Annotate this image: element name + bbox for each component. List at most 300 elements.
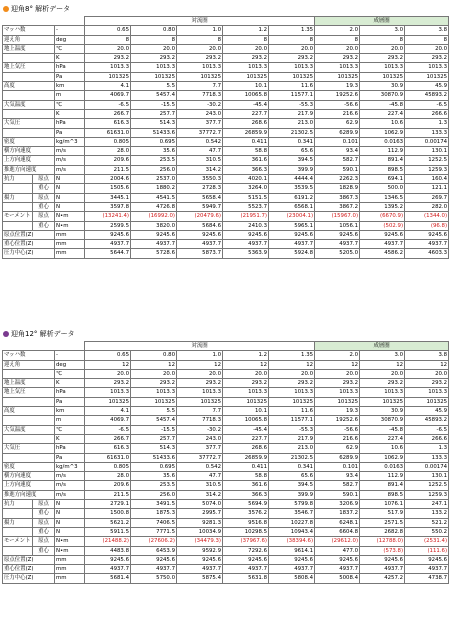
table-cell: 266.6 [405, 109, 449, 118]
table-cell: 5.5 [131, 82, 177, 91]
table-row [3, 91, 449, 100]
table-cell: 28.0 [85, 472, 131, 481]
table-cell: 1013.3 [223, 63, 269, 72]
group-header-convection: 対流圏 [85, 17, 315, 26]
table-cell: 45.9 [405, 407, 449, 416]
table-cell: 20.0 [177, 369, 223, 378]
row-label [3, 397, 55, 406]
table-cell: 266.7 [85, 434, 131, 443]
table-cell: 5363.9 [223, 249, 269, 258]
table-cell: 0.411 [223, 137, 269, 146]
table-cell: 4483.8 [85, 546, 131, 555]
table-cell: 2682.8 [360, 527, 405, 536]
row-sublabel: 重心 [33, 546, 55, 555]
row-sublabel: 原点 [33, 500, 55, 509]
table-cell: 4937.7 [131, 240, 177, 249]
row-label: 推進方向速度 [3, 490, 55, 499]
row-sublabel: 原点 [33, 212, 55, 221]
table-cell: 213.0 [269, 444, 315, 453]
row-unit: hPa [55, 388, 85, 397]
row-label: 揚力 [3, 193, 33, 202]
table-cell: 6289.9 [315, 453, 360, 462]
table-cell: 616.3 [85, 444, 131, 453]
table-cell: 517.9 [360, 509, 405, 518]
row-unit: km [55, 407, 85, 416]
table-row [3, 481, 449, 490]
table-cell: 62.9 [315, 119, 360, 128]
table-cell: 4937.7 [85, 240, 131, 249]
row-label [3, 369, 55, 378]
table-cell: 19.3 [315, 82, 360, 91]
table-cell: 7.7 [177, 407, 223, 416]
table-cell: 19252.6 [315, 416, 360, 425]
row-unit: m/s [55, 481, 85, 490]
table-cell: 101325 [405, 397, 449, 406]
table-cell: 0.0163 [360, 462, 405, 471]
table-cell: 20.0 [315, 44, 360, 53]
table-cell: 47.7 [177, 147, 223, 156]
row-label: 大気温度 [3, 100, 55, 109]
section-aoa-8 [0, 2, 450, 259]
table-cell: 9245.6 [269, 555, 315, 564]
section-title-text: 迎角8° 解析データ [11, 5, 71, 13]
table-cell: 3264.0 [223, 184, 269, 193]
table-cell: 101325 [177, 397, 223, 406]
table-cell: 2537.0 [131, 175, 177, 184]
table-cell: 268.6 [223, 444, 269, 453]
table-cell: 9245.6 [405, 230, 449, 239]
table-cell: 293.2 [360, 54, 405, 63]
table-cell: 101325 [269, 397, 315, 406]
table-cell: 2729.1 [85, 500, 131, 509]
table-cell: 3491.5 [131, 500, 177, 509]
table-cell: 101325 [131, 397, 177, 406]
table-cell: 2262.3 [315, 175, 360, 184]
row-label: 高度 [3, 82, 55, 91]
table-cell: 4937.7 [223, 240, 269, 249]
table-cell: 8 [405, 35, 449, 44]
table-cell: 7718.3 [177, 91, 223, 100]
table-cell: 5205.0 [315, 249, 360, 258]
table-cell: 20.0 [131, 44, 177, 53]
table-cell: 3539.5 [269, 184, 315, 193]
table-cell: 101325 [223, 397, 269, 406]
table-cell: 1500.8 [85, 509, 131, 518]
table-row [3, 221, 449, 230]
table-cell: 1013.3 [177, 388, 223, 397]
table-cell: 1013.3 [405, 388, 449, 397]
table-row [3, 119, 449, 128]
table-cell: 253.5 [131, 481, 177, 490]
table-cell: 30.9 [360, 82, 405, 91]
table-cell: 1395.2 [360, 202, 405, 211]
table-row [3, 193, 449, 202]
table-cell: 2599.5 [85, 221, 131, 230]
table-cell: 394.5 [269, 481, 315, 490]
table-cell: 21302.5 [269, 453, 315, 462]
table-cell: (21951.7) [223, 212, 269, 221]
table-row [3, 165, 449, 174]
row-label: 揚力 [3, 518, 33, 527]
table-cell: 61631.0 [85, 128, 131, 137]
table-cell: (37967.6) [223, 537, 269, 546]
row-unit: m/s [55, 156, 85, 165]
table-cell: 366.3 [223, 165, 269, 174]
table-cell: 30870.9 [360, 91, 405, 100]
table-cell: 0.341 [269, 137, 315, 146]
table-cell: 898.5 [360, 490, 405, 499]
table-row [3, 407, 449, 416]
table-cell: (111.6) [405, 546, 449, 555]
row-label: 抗力 [3, 175, 33, 184]
table-cell: 1.3 [405, 119, 449, 128]
row-unit: Pa [55, 72, 85, 81]
table-cell: 9245.6 [131, 230, 177, 239]
table-cell: 1.35 [269, 26, 315, 35]
table-cell: 3.8 [405, 351, 449, 360]
row-label: 横方向速度 [3, 472, 55, 481]
table-cell: 93.4 [315, 472, 360, 481]
table-row [3, 63, 449, 72]
bullet-icon [3, 331, 9, 337]
table-cell: 101325 [223, 72, 269, 81]
row-sublabel: 重心 [33, 509, 55, 518]
table-cell: 1056.1 [315, 221, 360, 230]
row-unit: hPa [55, 119, 85, 128]
row-unit: kg/m^3 [55, 137, 85, 146]
table-cell: 51433.6 [131, 128, 177, 137]
table-cell: (1344.0) [405, 212, 449, 221]
table-cell: 314.2 [177, 165, 223, 174]
table-cell: 8 [315, 35, 360, 44]
row-label [3, 184, 33, 193]
row-sublabel: 重心 [33, 202, 55, 211]
row-label: 地上温度 [3, 379, 55, 388]
row-label: 大気温度 [3, 425, 55, 434]
table-row [3, 416, 449, 425]
analysis-table [2, 16, 449, 259]
table-cell: 1013.3 [360, 388, 405, 397]
table-cell: 361.6 [223, 481, 269, 490]
table-cell: 3576.2 [223, 509, 269, 518]
table-cell: 4603.3 [405, 249, 449, 258]
table-cell: 5728.6 [131, 249, 177, 258]
table-cell: 898.5 [360, 165, 405, 174]
table-cell: 293.2 [177, 54, 223, 63]
table-cell: 5875.4 [177, 574, 223, 583]
table-cell: 5965.1 [269, 221, 315, 230]
table-cell: 20.0 [85, 369, 131, 378]
table-cell: 2.0 [315, 351, 360, 360]
table-cell: 12 [223, 360, 269, 369]
row-unit: mm [55, 230, 85, 239]
row-label: 圧力中心(Z) [3, 574, 55, 583]
table-row [3, 397, 449, 406]
table-cell: 0.00174 [405, 462, 449, 471]
table-cell: 65.6 [269, 472, 315, 481]
table-cell: 1076.1 [360, 500, 405, 509]
table-cell: 3445.1 [85, 193, 131, 202]
table-cell: -30.2 [177, 100, 223, 109]
table-row [3, 574, 449, 583]
table-cell: 10065.8 [223, 416, 269, 425]
table-cell: 209.6 [85, 156, 131, 165]
table-cell: 160.4 [405, 175, 449, 184]
table-cell: 20.0 [223, 44, 269, 53]
row-unit: kg/m^3 [55, 462, 85, 471]
row-unit: Pa [55, 453, 85, 462]
row-unit: ℃ [55, 425, 85, 434]
table-cell: -45.8 [360, 100, 405, 109]
row-label: 地上温度 [3, 44, 55, 53]
row-unit: mm [55, 240, 85, 249]
table-cell: 9281.3 [177, 518, 223, 527]
table-cell: 2.0 [315, 26, 360, 35]
table-cell: 211.5 [85, 165, 131, 174]
row-sublabel: 重心 [33, 184, 55, 193]
row-unit: m/s [55, 472, 85, 481]
table-cell: 30870.9 [360, 416, 405, 425]
table-cell: 130.1 [405, 472, 449, 481]
table-cell: 5799.8 [269, 500, 315, 509]
row-sublabel: 原点 [33, 537, 55, 546]
table-cell: 6289.9 [315, 128, 360, 137]
table-cell: 5621.2 [85, 518, 131, 527]
table-cell: 377.7 [177, 119, 223, 128]
table-cell: 10.1 [223, 407, 269, 416]
table-cell: -6.5 [85, 425, 131, 434]
section-title [0, 327, 450, 341]
table-row [3, 109, 449, 118]
row-label [3, 416, 55, 425]
table-cell: 101325 [315, 397, 360, 406]
table-cell: 1505.6 [85, 184, 131, 193]
table-cell: 1880.2 [131, 184, 177, 193]
table-cell: 2410.3 [223, 221, 269, 230]
table-cell: 243.0 [177, 434, 223, 443]
table-cell: 6248.1 [315, 518, 360, 527]
table-cell: 1.2 [223, 351, 269, 360]
table-cell: 247.1 [405, 500, 449, 509]
row-unit: K [55, 54, 85, 63]
row-unit: N•m [55, 546, 85, 555]
table-row [3, 388, 449, 397]
table-cell: 0.542 [177, 462, 223, 471]
table-cell: 1013.3 [131, 388, 177, 397]
table-cell: 9245.6 [315, 230, 360, 239]
row-label [3, 54, 55, 63]
table-cell: 891.4 [360, 481, 405, 490]
row-unit: ℃ [55, 100, 85, 109]
row-label [3, 453, 55, 462]
table-cell: 0.805 [85, 462, 131, 471]
table-cell: 590.1 [315, 490, 360, 499]
table-row [3, 490, 449, 499]
table-cell: 293.2 [405, 54, 449, 63]
table-cell: 20.0 [131, 369, 177, 378]
section-aoa-12 [0, 327, 450, 584]
row-unit: hPa [55, 444, 85, 453]
bullet-icon [3, 6, 9, 12]
table-cell: 3.8 [405, 26, 449, 35]
table-cell: 2571.5 [360, 518, 405, 527]
table-cell: 0.65 [85, 351, 131, 360]
row-label: 上方向速度 [3, 481, 55, 490]
table-cell: 399.9 [269, 165, 315, 174]
table-row [3, 230, 449, 239]
table-cell: 5457.4 [131, 416, 177, 425]
table-row [3, 26, 449, 35]
table-cell: 209.6 [85, 481, 131, 490]
table-cell: 266.7 [85, 109, 131, 118]
table-cell: -56.6 [315, 425, 360, 434]
row-label [3, 128, 55, 137]
table-cell: 8 [269, 35, 315, 44]
table-cell: 62.9 [315, 444, 360, 453]
table-cell: 217.9 [269, 109, 315, 118]
table-cell: 20.0 [405, 44, 449, 53]
table-cell: 9245.6 [177, 555, 223, 564]
table-cell: 8 [177, 35, 223, 44]
table-cell: 45.9 [405, 82, 449, 91]
row-sublabel: 重心 [33, 221, 55, 230]
row-unit: N [55, 518, 85, 527]
table-cell: 256.0 [131, 490, 177, 499]
row-label [3, 546, 33, 555]
row-unit: N [55, 175, 85, 184]
row-label: 地上気圧 [3, 388, 55, 397]
table-cell: 5750.0 [131, 574, 177, 583]
table-cell: 10.6 [360, 119, 405, 128]
table-cell: 1013.3 [315, 388, 360, 397]
table-row [3, 425, 449, 434]
table-cell: 45893.2 [405, 91, 449, 100]
table-cell: 293.2 [85, 54, 131, 63]
table-cell: 20.0 [405, 369, 449, 378]
row-unit: N•m [55, 212, 85, 221]
table-cell: 20.0 [360, 44, 405, 53]
table-row [3, 128, 449, 137]
table-body [3, 26, 449, 258]
table-row [3, 453, 449, 462]
table-cell: 9245.6 [223, 230, 269, 239]
table-cell: 7406.5 [131, 518, 177, 527]
table-cell: 12 [405, 360, 449, 369]
table-cell: 582.7 [315, 156, 360, 165]
table-cell: 19252.6 [315, 91, 360, 100]
table-cell: 1.2 [223, 26, 269, 35]
table-cell: 5.5 [131, 407, 177, 416]
row-label [3, 434, 55, 443]
table-cell: 217.9 [269, 434, 315, 443]
table-cell: 9245.6 [85, 555, 131, 564]
table-cell: 514.3 [131, 119, 177, 128]
row-unit: mm [55, 555, 85, 564]
row-label: 原点位置(Z) [3, 555, 55, 564]
table-cell: 4937.7 [360, 240, 405, 249]
table-cell: 5074.0 [177, 500, 223, 509]
table-cell: 9245.6 [315, 555, 360, 564]
row-unit: m/s [55, 165, 85, 174]
table-cell: -6.5 [405, 100, 449, 109]
table-cell: 5658.4 [177, 193, 223, 202]
table-cell: 4257.2 [360, 574, 405, 583]
table-cell: 5681.4 [85, 574, 131, 583]
table-cell: 9245.6 [177, 230, 223, 239]
row-unit: hPa [55, 63, 85, 72]
table-cell: 5008.4 [315, 574, 360, 583]
row-label: 密度 [3, 137, 55, 146]
table-cell: -45.4 [223, 100, 269, 109]
table-cell: 0.695 [131, 137, 177, 146]
table-cell: 4.1 [85, 82, 131, 91]
table-cell: 310.5 [177, 156, 223, 165]
table-row [3, 35, 449, 44]
table-cell: 2995.7 [177, 509, 223, 518]
table-cell: 4937.7 [269, 565, 315, 574]
row-unit: N [55, 202, 85, 211]
table-cell: 227.7 [223, 434, 269, 443]
table-cell: -15.5 [131, 100, 177, 109]
table-cell: 4937.7 [405, 565, 449, 574]
table-cell: 0.411 [223, 462, 269, 471]
row-unit: ℃ [55, 44, 85, 53]
row-label: マッハ数 [3, 351, 55, 360]
row-sublabel: 原点 [33, 193, 55, 202]
table-row [3, 54, 449, 63]
table-cell: 227.4 [360, 434, 405, 443]
table-row [3, 44, 449, 53]
table-cell: 4020.1 [223, 175, 269, 184]
table-row [3, 156, 449, 165]
table-cell: 5644.7 [85, 249, 131, 258]
table-cell: 101325 [131, 72, 177, 81]
table-cell: 4937.7 [405, 240, 449, 249]
table-cell: 293.2 [315, 54, 360, 63]
table-cell: 4726.8 [131, 202, 177, 211]
table-cell: 101325 [360, 397, 405, 406]
table-cell: 9245.6 [405, 555, 449, 564]
table-row [3, 546, 449, 555]
table-cell: 101325 [177, 72, 223, 81]
table-cell: 4.1 [85, 407, 131, 416]
table-cell: 11577.1 [269, 416, 315, 425]
table-cell: 243.0 [177, 109, 223, 118]
table-cell: 0.542 [177, 137, 223, 146]
table-cell: 51433.6 [131, 453, 177, 462]
table-row [3, 240, 449, 249]
table-cell: 1013.3 [85, 388, 131, 397]
row-unit: - [55, 351, 85, 360]
row-unit: m [55, 416, 85, 425]
row-label: 横方向速度 [3, 147, 55, 156]
table-cell: 616.3 [85, 119, 131, 128]
table-row [3, 147, 449, 156]
table-cell: 293.2 [315, 379, 360, 388]
table-cell: 3867.3 [315, 193, 360, 202]
table-cell: 9245.6 [85, 230, 131, 239]
table-row [3, 537, 449, 546]
table-cell: 366.3 [223, 490, 269, 499]
table-cell: 227.4 [360, 109, 405, 118]
table-row [3, 509, 449, 518]
table-cell: 266.6 [405, 434, 449, 443]
row-unit: N [55, 509, 85, 518]
table-cell: 269.7 [405, 193, 449, 202]
table-cell: 1062.9 [360, 128, 405, 137]
table-cell: -55.3 [269, 100, 315, 109]
row-label [3, 202, 33, 211]
